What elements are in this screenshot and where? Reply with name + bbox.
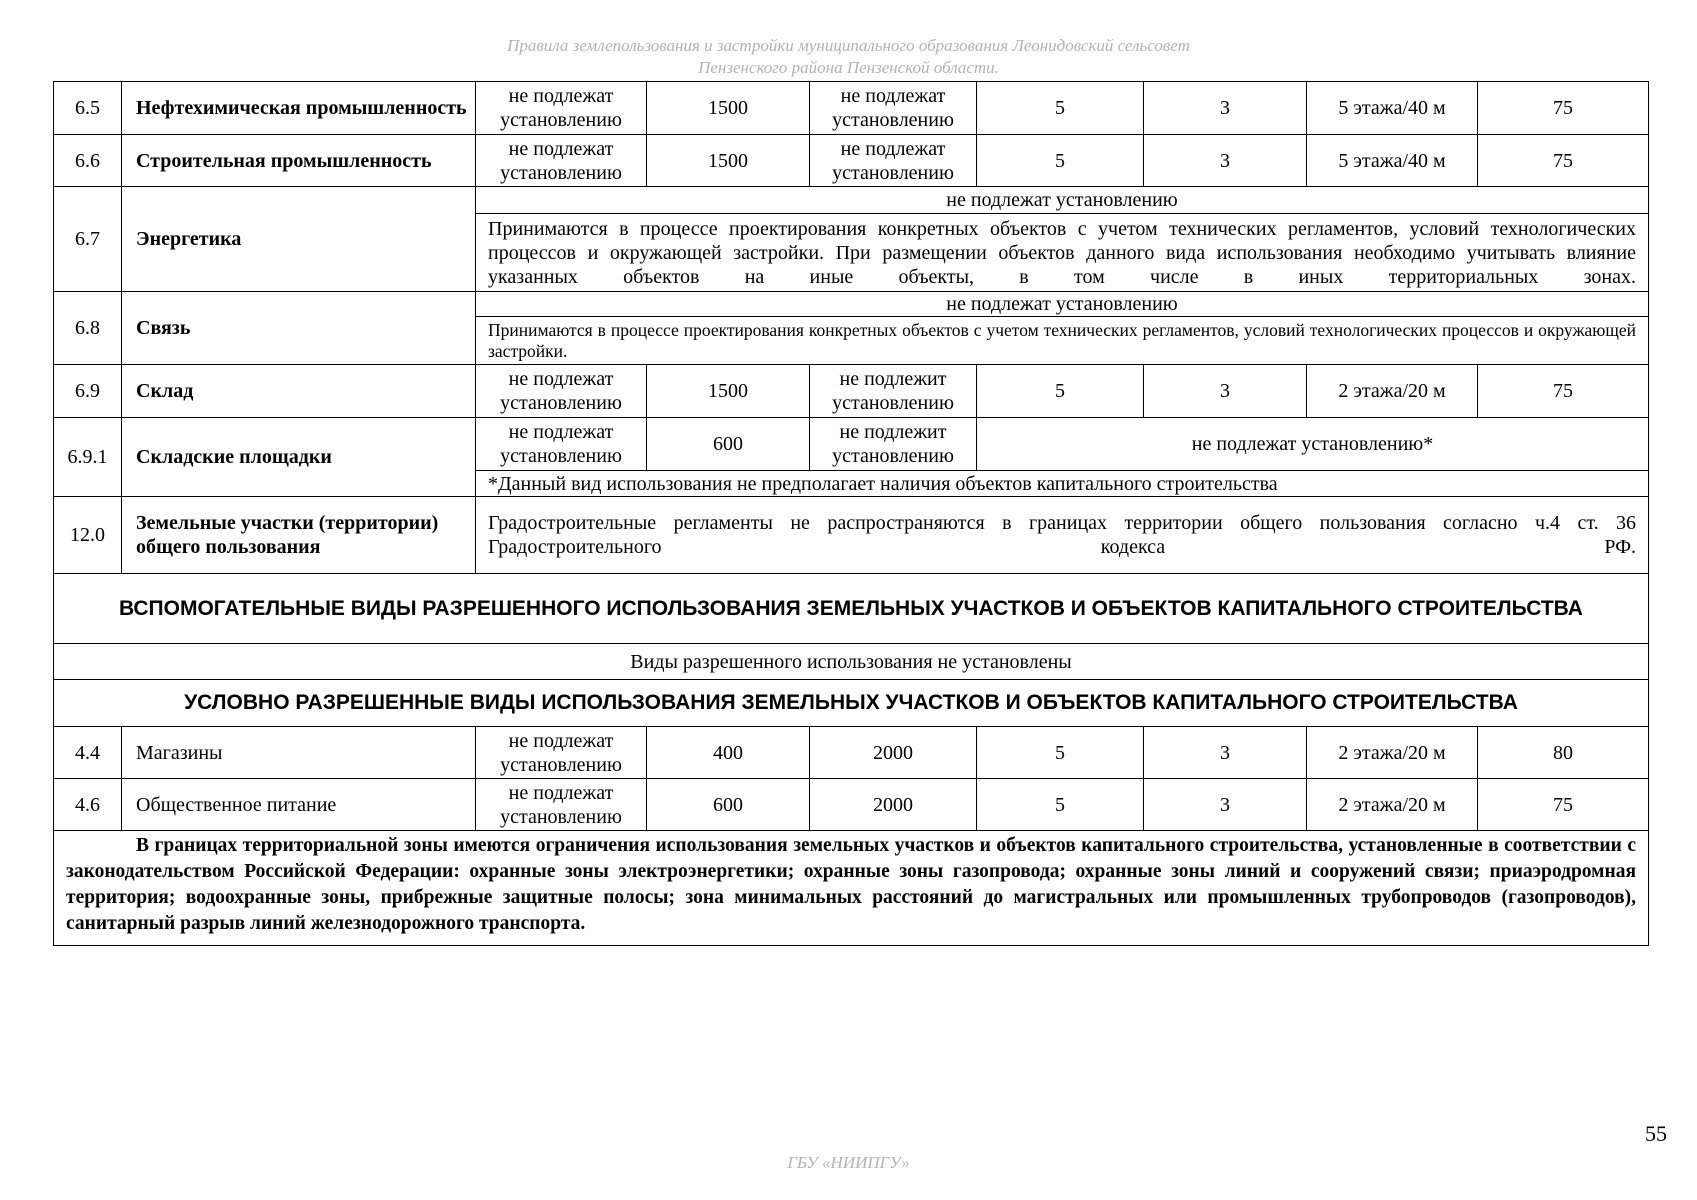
cell-coverage: 75: [1478, 365, 1649, 418]
row-code: 6.7: [54, 187, 122, 292]
row-code: 4.4: [54, 727, 122, 779]
cell-not-set: не подлежат установлению: [476, 187, 1649, 214]
restrictions-text: В границах территориальной зоны имеются ограничения использования земельных участков и объектов капитального строительства, установленные в соответствии с законодательством Российской Федерации: охранные зоны электроэнергетики; охранные зоны газопровода; охранные зоны линий и сооружений связи; приаэродромная территория; водоохранные зоны, прибрежные защитные полосы; зона минимальных расстояний до магистральных или промышленных трубопроводов (газопроводов), санитарный разрыв линий железнодорожного транспорта.: [66, 835, 1636, 934]
section-note: Виды разрешенного использования не установлены: [54, 644, 1649, 680]
row-name: Нефтехимическая промышленность: [122, 82, 476, 135]
cell-value: 5: [977, 82, 1144, 135]
row-name: Земельные участки (территории) общего пользования: [122, 497, 476, 574]
table-row-6-8: [54, 292, 1649, 317]
cell-coverage: 80: [1478, 727, 1649, 779]
cell-value: 3: [1144, 135, 1307, 187]
row-code: 12.0: [54, 497, 122, 574]
cell-description: Принимаются в процессе проектирования конкретных объектов с учетом технических регламентов, условий технологических процессов и окружающей застройки.: [476, 317, 1649, 365]
cell-value: 5: [977, 779, 1144, 831]
cell-coverage: 75: [1478, 779, 1649, 831]
section-title: ВСПОМОГАТЕЛЬНЫЕ ВИДЫ РАЗРЕШЕННОГО ИСПОЛЬЗОВАНИЯ ЗЕМЕЛЬНЫХ УЧАСТКОВ И ОБЪЕКТОВ КАПИТАЛЬНОГО СТРОИТЕЛЬСТВА: [54, 574, 1649, 644]
description-text-end: необходимо учитывать влияние указанных объектов на иные объекты, в том числе в иных территориальных зонах.: [488, 241, 1636, 288]
section-conditional-header: [54, 680, 1649, 727]
cell-value: 3: [1144, 365, 1307, 418]
cell-value: 2000: [810, 727, 977, 779]
page-number: 55: [1645, 1121, 1667, 1146]
cell-not-set: не подлежат установлению: [476, 292, 1649, 317]
cell-min-area: не подлежат установлению: [476, 135, 647, 187]
table-row-6-7: [54, 187, 1649, 214]
row-name: Энергетика: [122, 187, 476, 292]
row-name: Складские площадки: [122, 418, 476, 497]
table-row-12-0: [54, 497, 1649, 574]
row-name: Связь: [122, 292, 476, 365]
row-name: Магазины: [122, 727, 476, 779]
table-row-4-6: [54, 779, 1649, 831]
table-row-6-9-1: [54, 418, 1649, 471]
cell-value: 2000: [810, 779, 977, 831]
row-name: Общественное питание: [122, 779, 476, 831]
cell-value: не подлежит установлению: [810, 365, 977, 418]
table-row-6-6: [54, 135, 1649, 187]
cell-min-area: не подлежат установлению: [476, 779, 647, 831]
row-code: 6.5: [54, 82, 122, 135]
cell-height: 5 этажа/40 м: [1307, 82, 1478, 135]
cell-value: 1500: [647, 365, 810, 418]
restrictions-cell: [54, 831, 1649, 946]
cell-height: 5 этажа/40 м: [1307, 135, 1478, 187]
cell-value: 1500: [647, 82, 810, 135]
row-code: 6.9: [54, 365, 122, 418]
description-text: Принимаются в процессе проектирования конкретных объектов с учетом технических регламентов, условий технологических процессов и окружающей застройки. При размещении объектов данного вида использования: [488, 217, 1636, 264]
cell-min-area: не подлежат установлению: [476, 82, 647, 135]
description-text: Градостроительные регламенты не распространяются в границах территории общего пользования согласно ч.4 ст. 36: [488, 512, 1636, 534]
cell-height: 2 этажа/20 м: [1307, 727, 1478, 779]
cell-value: 600: [647, 418, 810, 471]
row-name: Склад: [122, 365, 476, 418]
cell-description: [476, 497, 1649, 574]
row-code: 6.8: [54, 292, 122, 365]
cell-value: 5: [977, 727, 1144, 779]
cell-value: 3: [1144, 727, 1307, 779]
cell-not-set: не подлежат установлению*: [977, 418, 1649, 471]
page-footer: ГБУ «НИИПГУ»: [787, 1153, 910, 1172]
cell-value: 5: [977, 365, 1144, 418]
row-code: 4.6: [54, 779, 122, 831]
section-title: УСЛОВНО РАЗРЕШЕННЫЕ ВИДЫ ИСПОЛЬЗОВАНИЯ ЗЕМЕЛЬНЫХ УЧАСТКОВ И ОБЪЕКТОВ КАПИТАЛЬНОГО СТРОИТЕЛЬСТВА: [54, 680, 1649, 727]
cell-description: [476, 214, 1649, 292]
description-text-end: Градостроительного кодекса РФ.: [488, 536, 1636, 558]
row-code: 6.9.1: [54, 418, 122, 497]
running-header-line-1: Правила землепользования и застройки муниципального образования Леонидовский сельсовет: [507, 36, 1190, 55]
cell-coverage: 75: [1478, 82, 1649, 135]
cell-value: 400: [647, 727, 810, 779]
running-header-line-2: Пензенского района Пензенской области.: [698, 58, 999, 77]
cell-height: 2 этажа/20 м: [1307, 365, 1478, 418]
row-code: 6.6: [54, 135, 122, 187]
cell-min-area: не подлежат установлению: [476, 727, 647, 779]
zoning-regulations-table: [53, 81, 1649, 946]
cell-footnote: *Данный вид использования не предполагает наличия объектов капитального строительства: [476, 471, 1649, 497]
cell-min-area: не подлежат установлению: [476, 418, 647, 471]
section-auxiliary-header: [54, 574, 1649, 644]
cell-value: не подлежат установлению: [810, 135, 977, 187]
table-row-6-9: [54, 365, 1649, 418]
cell-value: 1500: [647, 135, 810, 187]
cell-coverage: 75: [1478, 135, 1649, 187]
section-auxiliary-note-row: [54, 644, 1649, 680]
cell-value: 3: [1144, 82, 1307, 135]
table-row-6-5: [54, 82, 1649, 135]
cell-value: не подлежат установлению: [810, 82, 977, 135]
cell-value: 5: [977, 135, 1144, 187]
cell-min-area: не подлежат установлению: [476, 365, 647, 418]
table-row-4-4: [54, 727, 1649, 779]
cell-value: не подлежит установлению: [810, 418, 977, 471]
cell-height: 2 этажа/20 м: [1307, 779, 1478, 831]
restrictions-row: [54, 831, 1649, 946]
cell-value: 600: [647, 779, 810, 831]
row-name: Строительная промышленность: [122, 135, 476, 187]
cell-value: 3: [1144, 779, 1307, 831]
